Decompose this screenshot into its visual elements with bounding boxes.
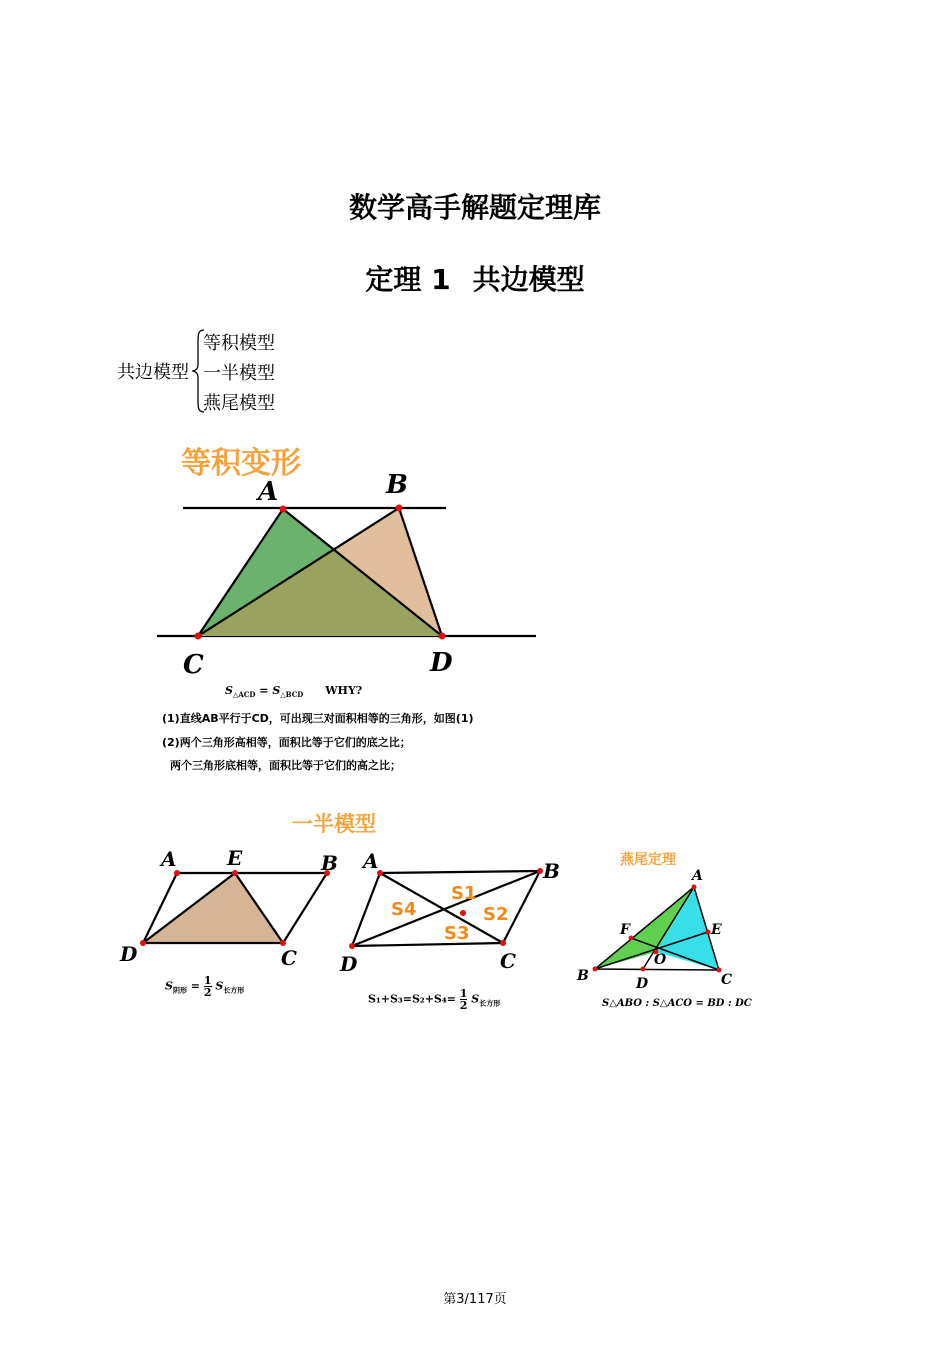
fig1-note-1: (1)直线AB平行于CD，可出现三对面积相等的三角形，如图(1) <box>162 712 474 725</box>
fig2-middle-label-b: B <box>543 859 560 883</box>
fig2-title: 一半模型 <box>292 812 376 836</box>
fig1-formula-why: WHY? <box>325 684 363 697</box>
fig1-diagram <box>150 465 550 680</box>
fig1-formula-eq: = <box>259 684 269 697</box>
tree-root-label: 共边模型 <box>117 362 189 383</box>
fig2-middle-f-sub: 长方形 <box>479 998 501 1008</box>
fig3-formula: S△ABO : S△ACO = BD : DC <box>602 998 752 1009</box>
fig2-left-f-frac: $\frac{1}{2}$ <box>203 974 212 999</box>
page-number: 第3/117页 <box>443 1292 507 1307</box>
fig1-label-d: D <box>430 648 453 678</box>
fig2-left-f-sub2: 长方形 <box>223 985 245 995</box>
fig2-middle-label-c: C <box>500 949 516 973</box>
fig2-left-diagram <box>115 843 345 973</box>
fig3-label-a: A <box>692 868 703 884</box>
fig3-label-f: F <box>620 922 630 938</box>
theorem-name: 共边模型 <box>472 263 585 296</box>
fig2-left-f-s2: S <box>215 979 224 993</box>
fig1-point-d <box>439 633 446 640</box>
fig2-middle-label-a: A <box>363 849 379 873</box>
fig2-middle-formula <box>368 988 500 1011</box>
fig2-left-f-eq: = <box>190 979 201 993</box>
fig1-point-c <box>195 633 202 640</box>
fig2-middle-f-s: S <box>471 992 480 1006</box>
fig2-left-label-e: E <box>227 846 243 870</box>
fig3-diagram <box>570 862 750 992</box>
fig2-middle-point-o <box>460 910 466 916</box>
fig2-left-label-b: B <box>321 851 338 875</box>
fig2-region-s2: S2 <box>483 904 509 925</box>
fig2-left-point-e <box>232 870 238 876</box>
page-title: 数学高手解题定理库 <box>348 191 601 224</box>
fig3-point-a <box>692 885 697 890</box>
fig2-left-label-d: D <box>120 942 138 966</box>
fig2-left-point-d <box>140 940 146 946</box>
fig1-formula-s1: S <box>225 684 233 697</box>
fig2-left-f-sub1: 阴形 <box>172 985 187 995</box>
tree-item-equal-area: 等积模型 <box>203 333 275 354</box>
fig2-left-label-c: C <box>281 946 297 970</box>
fig3-point-b <box>593 967 598 972</box>
fig1-point-a <box>280 506 287 513</box>
fig1-formula-sub1: △ACD <box>232 690 256 700</box>
fig2-region-s1: S1 <box>451 883 477 904</box>
fig3-label-c: C <box>721 972 733 988</box>
fig1-label-c: C <box>183 650 204 680</box>
theorem-heading <box>0 258 950 298</box>
fig2-left-formula <box>165 975 244 998</box>
fig2-middle-diagram <box>335 843 565 978</box>
fig3-label-b: B <box>577 968 589 984</box>
fig3-point-e <box>706 930 711 935</box>
fig2-middle-point-c <box>500 940 506 946</box>
fig2-left-f-s1: S <box>165 979 173 993</box>
fig2-middle-f-left: S₁+S₃=S₂+S₄= <box>368 992 456 1006</box>
fig2-region-s3: S3 <box>444 923 470 944</box>
fig2-left-triangle <box>143 873 283 943</box>
fig2-region-s4: S4 <box>391 899 417 920</box>
fig3-label-e: E <box>711 922 722 938</box>
fig1-label-b: B <box>386 470 408 500</box>
fig1-point-b <box>396 505 403 512</box>
fig2-middle-f-frac: $\frac{1}{2}$ <box>459 987 468 1012</box>
fig3-label-d: D <box>636 976 649 992</box>
fig2-middle-point-d <box>349 943 355 949</box>
fig2-left-label-a: A <box>161 847 177 871</box>
fig1-note-2: (2)两个三角形高相等，面积比等于它们的底之比； <box>162 736 411 749</box>
tree-item-half: 一半模型 <box>203 363 275 384</box>
fig1-formula <box>225 684 362 699</box>
fig3-label-o: O <box>654 952 667 968</box>
tree-item-swallowtail: 燕尾模型 <box>203 393 275 414</box>
fig2-middle-label-d: D <box>340 952 358 976</box>
fig1-formula-sub2: △BCD <box>280 690 304 700</box>
fig1-formula-s2: S <box>272 684 281 697</box>
fig1-note-3: 两个三角形底相等，面积比等于它们的高之比； <box>170 759 401 772</box>
theorem-label: 定理 1 <box>365 263 451 296</box>
fig3-title: 燕尾定理 <box>620 852 676 868</box>
fig1-label-a: A <box>258 477 279 507</box>
fig1-title: 等积变形 <box>181 446 301 481</box>
fig3-point-d <box>641 967 646 972</box>
